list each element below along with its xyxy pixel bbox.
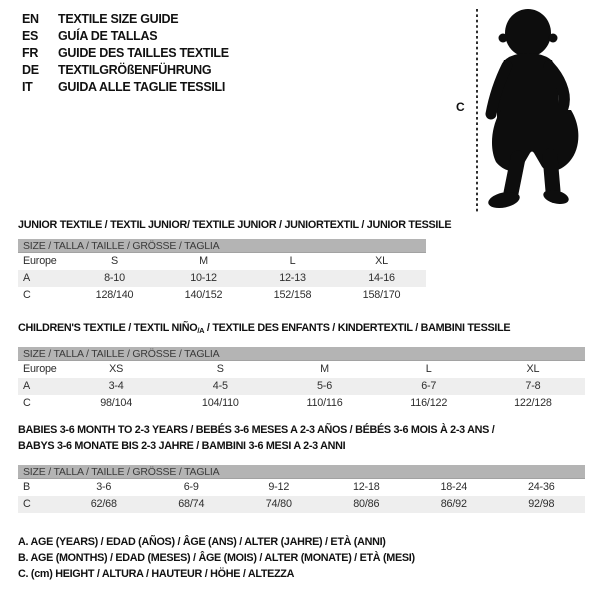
language-code: IT xyxy=(22,80,33,94)
table-row xyxy=(18,270,426,287)
size-cell: 6-7 xyxy=(421,380,437,392)
table-row xyxy=(18,361,585,378)
language-code: FR xyxy=(22,46,39,60)
size-cell: 6-9 xyxy=(183,481,199,493)
size-cell: S xyxy=(216,363,224,375)
language-label: GUIDE DES TAILLES TEXTILE xyxy=(58,46,229,60)
section-title-children-sub: /A xyxy=(197,326,205,335)
size-cell: 80/86 xyxy=(353,498,380,510)
language-label: TEXTILE SIZE GUIDE xyxy=(58,12,179,26)
row-label: A xyxy=(23,272,31,284)
size-cell: 68/74 xyxy=(178,498,205,510)
table-row xyxy=(18,479,585,496)
row-label: Europe xyxy=(23,363,57,375)
size-cell: 158/170 xyxy=(362,289,401,301)
row-label: Europe xyxy=(23,255,57,267)
size-cell: 18-24 xyxy=(440,481,468,493)
size-cell: 152/158 xyxy=(273,289,312,301)
size-cell: M xyxy=(320,363,329,375)
language-label: TEXTILGRÖßENFÜHRUNG xyxy=(58,63,212,77)
section-title-babies xyxy=(18,422,578,454)
section-title-babies-line2: BABYS 3-6 MONATE BIS 2-3 JAHRE / BAMBINI 3-6 MESI A 2-3 ANNI xyxy=(18,440,346,452)
size-cell: 4-5 xyxy=(212,380,228,392)
size-cell: L xyxy=(425,363,432,375)
language-row xyxy=(22,45,229,62)
table-row xyxy=(18,287,426,304)
size-table-header: SIZE / TALLA / TAILLE / GRÖSSE / TAGLIA xyxy=(18,239,426,253)
size-cell: 12-13 xyxy=(279,272,306,284)
language-row xyxy=(22,79,229,96)
table-row xyxy=(18,395,585,412)
language-code: EN xyxy=(22,12,39,26)
language-label: GUÍA DE TALLAS xyxy=(58,29,158,43)
size-cell: XS xyxy=(109,363,124,375)
size-cell: 122/128 xyxy=(514,397,552,409)
size-table-header: SIZE / TALLA / TAILLE / GRÖSSE / TAGLIA xyxy=(18,347,585,361)
size-table-junior xyxy=(18,239,426,304)
size-cell: 3-6 xyxy=(96,481,112,493)
toddler-silhouette-image xyxy=(487,9,579,211)
size-cell: XL xyxy=(375,255,388,267)
size-cell: L xyxy=(289,255,296,267)
language-row xyxy=(22,62,229,79)
footnote-age-months: B. AGE (MONTHS) / EDAD (MESES) / ÂGE (MOIS) / ALTER (MONATE) / ETÀ (MESI) xyxy=(18,552,415,565)
size-cell: 24-36 xyxy=(527,481,555,493)
section-title-children xyxy=(18,320,510,339)
size-cell: 14-16 xyxy=(368,272,395,284)
row-label: C xyxy=(23,397,31,409)
table-row xyxy=(18,496,585,513)
size-cell: XL xyxy=(526,363,540,375)
size-cell: M xyxy=(199,255,208,267)
row-label: B xyxy=(23,481,31,493)
size-cell: 7-8 xyxy=(525,380,541,392)
size-cell: S xyxy=(110,255,118,267)
measure-label-c: C xyxy=(456,100,465,114)
footnote-age-years: A. AGE (YEARS) / EDAD (AÑOS) / ÂGE (ANS) / ALTER (JAHRE) / ETÀ (ANNI) xyxy=(18,536,386,548)
size-cell: 110/116 xyxy=(306,397,343,409)
table-row xyxy=(18,253,426,270)
language-row xyxy=(22,28,229,45)
table-row xyxy=(18,378,585,395)
language-list xyxy=(22,11,229,96)
row-label: A xyxy=(23,380,31,392)
language-code: ES xyxy=(22,29,39,43)
toddler-silhouette-figure xyxy=(470,7,592,215)
size-cell: 104/110 xyxy=(201,397,239,409)
size-cell: 5-6 xyxy=(317,380,333,392)
size-cell: 9-12 xyxy=(268,481,290,493)
section-title-junior xyxy=(18,217,451,233)
size-cell: 116/122 xyxy=(410,397,448,409)
size-table-header: SIZE / TALLA / TAILLE / GRÖSSE / TAGLIA xyxy=(18,465,585,479)
language-row xyxy=(22,11,229,28)
footnote-height-cm: C. (cm) HEIGHT / ALTURA / HAUTEUR / HÖHE / ALTEZZA xyxy=(18,568,295,581)
size-cell: 98/104 xyxy=(100,397,133,409)
section-title-junior-text: JUNIOR TEXTILE / TEXTIL JUNIOR/ TEXTILE JUNIOR / JUNIORTEXTIL / JUNIOR TESSILE xyxy=(18,219,452,231)
size-cell: 74/80 xyxy=(265,498,292,510)
size-cell: 140/152 xyxy=(184,289,223,301)
size-cell: 92/98 xyxy=(528,498,555,510)
row-label: C xyxy=(23,289,31,301)
language-label: GUIDA ALLE TAGLIE TESSILI xyxy=(58,80,226,94)
size-table-babies xyxy=(18,465,585,513)
section-title-children-pre: CHILDREN'S TEXTILE / TEXTIL NIÑO xyxy=(18,322,198,334)
section-title-babies-line1: BABIES 3-6 MONTH TO 2-3 YEARS / BEBÉS 3-6 MESES A 2-3 AÑOS / BÉBÉS 3-6 MOIS À 2-3 ANS / xyxy=(18,424,495,436)
size-cell: 8-10 xyxy=(104,272,125,284)
footnote-legend xyxy=(18,534,415,583)
size-cell: 12-18 xyxy=(352,481,380,493)
size-cell: 86/92 xyxy=(440,498,467,510)
row-label: C xyxy=(23,498,31,510)
language-code: DE xyxy=(22,63,39,77)
size-cell: 62/68 xyxy=(90,498,117,510)
size-cell: 128/140 xyxy=(95,289,134,301)
section-title-children-post: / TEXTILE DES ENFANTS / KINDERTEXTIL / BAMBINI TESSILE xyxy=(204,322,511,334)
size-cell: 3-4 xyxy=(108,380,124,392)
size-cell: 10-12 xyxy=(190,272,217,284)
size-table-children xyxy=(18,347,585,412)
